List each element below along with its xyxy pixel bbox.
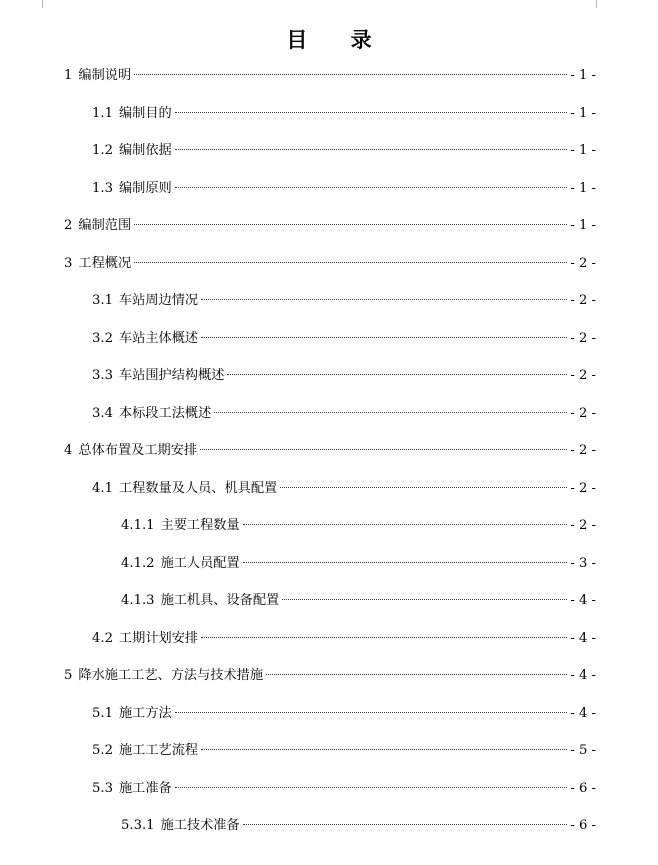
toc-entry-page: - 5 -	[570, 743, 596, 758]
toc-dot-leader	[134, 73, 567, 75]
toc-entry[interactable]	[121, 554, 596, 574]
toc-entry-number: 3.3	[92, 368, 113, 383]
toc-entry-text: 总体布置及工期安排	[78, 443, 198, 458]
toc-entry-page: - 2 -	[570, 443, 596, 458]
toc-entry-number: 3.1	[92, 293, 113, 308]
toc-entry-number: 3	[64, 255, 73, 271]
toc-entry-text: 工期计划安排	[118, 630, 199, 646]
toc-entry-number: 2	[64, 218, 73, 233]
toc-entry-page: - 2 -	[570, 368, 596, 383]
toc-entry-number: 4.1.3	[121, 593, 155, 608]
toc-entry-text: 主要工程数量	[160, 518, 240, 533]
toc-entry[interactable]	[92, 329, 596, 349]
toc-dot-leader	[175, 148, 568, 150]
toc-entry-page: - 1 -	[570, 143, 596, 158]
toc-entry-text: 车站周边情况	[118, 293, 199, 308]
toc-entry-text: 工程概况	[78, 255, 132, 271]
toc-entry-number: 1	[64, 68, 73, 83]
toc-entry[interactable]	[64, 66, 596, 86]
toc-entry[interactable]	[92, 366, 596, 386]
toc-dot-leader	[200, 448, 567, 450]
toc-entry-number: 4	[64, 443, 73, 458]
toc-entry-page: - 2 -	[570, 405, 596, 421]
toc-entry[interactable]	[92, 779, 596, 799]
toc-entry-number: 3.4	[92, 405, 113, 421]
toc-entry[interactable]	[92, 179, 596, 199]
toc-entry-text: 编制原则	[118, 180, 172, 196]
toc-entry[interactable]	[92, 404, 596, 424]
page-corner-mark-right	[596, 0, 617, 8]
toc-entry-page: - 6 -	[570, 818, 596, 833]
toc-entry-page: - 1 -	[570, 180, 596, 196]
toc-entry[interactable]	[64, 254, 596, 274]
toc-entry-number: 5	[64, 668, 73, 683]
toc-entry-text: 编制说明	[78, 68, 132, 83]
toc-entry[interactable]	[64, 666, 596, 686]
toc-dot-leader	[201, 298, 567, 300]
toc-entry[interactable]	[92, 629, 596, 649]
toc-entry-number: 3.2	[92, 330, 113, 346]
toc-dot-leader	[201, 748, 567, 750]
toc-dot-leader	[175, 186, 568, 188]
toc-dot-leader	[243, 823, 568, 825]
toc-dot-leader	[243, 561, 568, 563]
toc-dot-leader	[201, 336, 567, 338]
toc-entry-number: 5.2	[92, 743, 113, 758]
toc-title: 目 录	[286, 28, 390, 52]
page-corner-mark-left	[28, 0, 43, 8]
toc-dot-leader	[175, 786, 568, 788]
toc-dot-leader	[214, 411, 567, 413]
toc-entry-page: - 1 -	[570, 105, 596, 121]
toc-entry-text: 车站主体概述	[118, 330, 199, 346]
toc-dot-leader	[243, 523, 568, 525]
toc-entry-page: - 2 -	[570, 255, 596, 271]
toc-entry-number: 4.1.1	[121, 518, 155, 533]
toc-entry-number: 4.2	[92, 630, 113, 646]
toc-entry-text: 施工方法	[118, 705, 172, 721]
toc-dot-leader	[282, 598, 567, 600]
toc-entry-number: 1.2	[92, 143, 113, 158]
toc-entry-number: 4.1.2	[121, 555, 155, 571]
toc-entry-page: - 1 -	[570, 218, 596, 233]
toc-entry-number: 5.3.1	[121, 818, 155, 833]
toc-entry-page: - 2 -	[570, 330, 596, 346]
toc-dot-leader	[175, 111, 568, 113]
toc-entry-page: - 2 -	[570, 293, 596, 308]
toc-entry-page: - 6 -	[570, 780, 596, 796]
toc-entry[interactable]	[92, 479, 596, 499]
toc-entry-page: - 2 -	[570, 480, 596, 496]
toc-dot-leader	[175, 711, 568, 713]
toc-entry-text: 施工工艺流程	[118, 743, 199, 758]
toc-entry[interactable]	[92, 704, 596, 724]
toc-entry[interactable]	[92, 291, 596, 311]
toc-entry[interactable]	[64, 441, 596, 461]
toc-entry-text: 编制目的	[118, 105, 172, 121]
toc-dot-leader	[201, 636, 567, 638]
toc-entry[interactable]	[92, 141, 596, 161]
toc-entry-text: 编制范围	[78, 218, 132, 233]
toc-dot-leader	[134, 223, 567, 225]
toc-dot-leader	[134, 261, 567, 263]
toc-entry[interactable]	[64, 216, 596, 236]
toc-entry-text: 施工准备	[118, 780, 172, 796]
toc-dot-leader	[266, 673, 567, 675]
toc-entry[interactable]	[121, 816, 596, 836]
toc-entry[interactable]	[92, 741, 596, 761]
toc-entry-text: 编制依据	[118, 143, 172, 158]
toc-entry-text: 降水施工工艺、方法与技术措施	[78, 668, 264, 683]
toc-entry-page: - 4 -	[570, 630, 596, 646]
toc-entry-text: 施工人员配置	[160, 555, 240, 571]
toc-entry-number: 5.1	[92, 705, 113, 721]
toc-entry-text: 施工机具、设备配置	[160, 593, 280, 608]
toc-entry-page: - 4 -	[570, 705, 596, 721]
toc-entry[interactable]	[121, 591, 596, 611]
toc-entry-text: 本标段工法概述	[118, 405, 212, 421]
toc-dot-leader	[280, 486, 567, 488]
toc-entry-page: - 1 -	[570, 68, 596, 83]
toc-entry[interactable]	[121, 516, 596, 536]
toc-entry-text: 工程数量及人员、机具配置	[118, 480, 278, 496]
toc-entry-page: - 3 -	[570, 555, 596, 571]
toc-entry-text: 施工技术准备	[160, 818, 240, 833]
toc-entry-number: 1.3	[92, 180, 113, 196]
toc-entry-number: 1.1	[92, 105, 113, 121]
toc-entry-number: 4.1	[92, 480, 113, 496]
toc-entry-page: - 2 -	[570, 518, 596, 533]
toc-entry-page: - 4 -	[570, 668, 596, 683]
toc-dot-leader	[227, 373, 567, 375]
toc-entry-number: 5.3	[92, 780, 113, 796]
toc-entry[interactable]	[92, 104, 596, 124]
toc-entry-page: - 4 -	[570, 593, 596, 608]
toc-entry-text: 车站围护结构概述	[118, 368, 225, 383]
